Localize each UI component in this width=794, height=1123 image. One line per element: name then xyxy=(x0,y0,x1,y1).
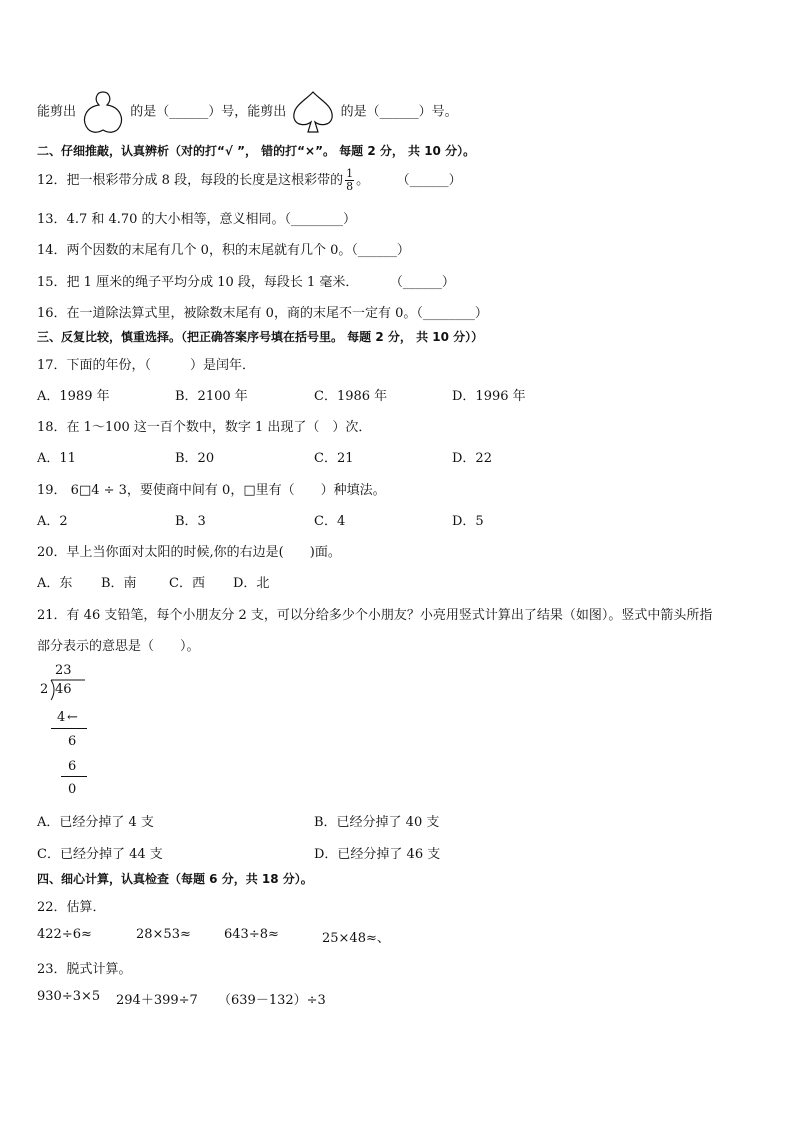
q12-text: 12．把一根彩带分成 8 段，每段的长度是这根彩带的 xyxy=(37,173,344,188)
q20-option-d[interactable]: D．北 xyxy=(233,576,270,591)
question-16: 16．在一道除法算式里，被除数末尾有 0，商的末尾不一定有 0。（________） xyxy=(37,306,488,321)
q21-option-b[interactable]: B．已经分掉了 40 支 xyxy=(314,815,440,830)
division-step-2: 6 xyxy=(68,734,77,749)
question-20: 20．早上当你面对太阳的时候,你的右边是( )面。 xyxy=(37,545,341,560)
q19-option-a[interactable]: A．2 xyxy=(37,514,68,529)
shape-question-text-3: 的是（______）号。 xyxy=(340,104,458,120)
q15-text: 15．把 1 厘米的绳子平均分成 10 段，每段长 1 毫米． xyxy=(37,275,359,290)
shape-question-text-2: 的是（______）号，能剪出 xyxy=(130,104,287,120)
q21-option-c[interactable]: C．已经分掉了 44 支 xyxy=(37,847,163,862)
q17-option-a[interactable]: A．1989 年 xyxy=(37,389,110,404)
question-15 xyxy=(37,271,455,290)
question-22: 22．估算． xyxy=(37,900,106,915)
question-21-line-2: 部分表示的意思是（ ）。 xyxy=(37,639,200,654)
question-14: 14．两个因数的末尾有几个 0，积的末尾就有几个 0。（______） xyxy=(37,243,410,258)
question-shape-cutting xyxy=(37,90,458,134)
q19-option-b[interactable]: B．3 xyxy=(175,514,206,529)
shape-question-text-1: 能剪出 xyxy=(37,104,77,120)
question-18: 18．在 1～100 这一百个数中，数字 1 出现了（ ）次． xyxy=(37,420,372,435)
q21-option-a[interactable]: A．已经分掉了 4 支 xyxy=(37,815,154,830)
section-4-title: 四、细心计算，认真检查（每题 6 分，共 18 分）。 xyxy=(37,872,313,886)
spade-icon xyxy=(290,90,336,134)
division-step-3: 6 xyxy=(68,759,77,774)
division-divisor: 2 xyxy=(40,682,49,697)
q22-item-4: 25×48≈、 xyxy=(322,931,390,946)
q23-item-3: （639－132）÷3 xyxy=(218,993,326,1008)
q23-item-2: 294＋399÷7 xyxy=(116,993,198,1008)
q20-option-c[interactable]: C．西 xyxy=(169,576,205,591)
q22-item-2: 28×53≈ xyxy=(136,927,191,942)
division-dividend: 46 xyxy=(55,682,72,697)
fraction-one-eighth xyxy=(345,168,354,193)
gourd-icon xyxy=(80,90,126,134)
q17-option-d[interactable]: D．1996 年 xyxy=(452,389,526,404)
q21-option-d[interactable]: D．已经分掉了 46 支 xyxy=(314,847,441,862)
division-rule-1 xyxy=(51,728,87,729)
q18-option-c[interactable]: C．21 xyxy=(314,451,354,466)
division-remainder: 0 xyxy=(68,782,77,797)
question-13: 13．4.7 和 4.70 的大小相等，意义相同。（________） xyxy=(37,212,357,227)
question-12 xyxy=(37,168,462,193)
question-19: 19． 6□4 ÷ 3，要使商中间有 0，□里有（ ）种填法。 xyxy=(37,483,386,498)
question-17: 17．下面的年份，（ ）是闰年． xyxy=(37,358,256,373)
q17-option-b[interactable]: B．2100 年 xyxy=(175,389,248,404)
section-3-title: 三、反复比较，慎重选择。（把正确答案序号填在括号里。 每题 2 分， 共 10 分）） xyxy=(37,330,484,344)
q18-option-a[interactable]: A．11 xyxy=(37,451,76,466)
division-rule-2 xyxy=(61,776,87,777)
division-quotient: 23 xyxy=(55,663,72,678)
q12-text-after: 。 xyxy=(356,173,370,188)
q23-item-1: 930÷3×5 xyxy=(37,989,101,1004)
section-2-title: 二、仔细推敲，认真辨析（对的打“√ ”， 错的打“×”。 每题 2 分， 共 10 分）。 xyxy=(37,144,476,158)
question-23: 23．脱式计算。 xyxy=(37,962,132,977)
q18-option-d[interactable]: D．22 xyxy=(452,451,492,466)
q12-answer-blank[interactable]: （______） xyxy=(403,173,462,188)
q20-option-a[interactable]: A．东 xyxy=(37,576,73,591)
q19-option-c[interactable]: C．4 xyxy=(314,514,346,529)
question-21-line-1: 21．有 46 支铅笔，每个小朋友分 2 支，可以分给多少个小朋友？小亮用竖式计算出了结果（如图）。竖式中箭头所指 xyxy=(37,608,713,623)
q18-option-b[interactable]: B．20 xyxy=(175,451,215,466)
long-division-figure xyxy=(37,660,107,805)
q15-answer-blank[interactable]: （______） xyxy=(396,275,455,290)
fraction-numerator: 1 xyxy=(346,167,354,180)
q17-option-c[interactable]: C．1986 年 xyxy=(314,389,388,404)
division-step-1: 4 xyxy=(57,710,66,725)
q22-item-1: 422÷6≈ xyxy=(37,927,92,942)
arrow-left-icon: ← xyxy=(67,710,78,725)
q19-option-d[interactable]: D．5 xyxy=(452,514,484,529)
q22-item-3: 643÷8≈ xyxy=(224,927,279,942)
fraction-denominator: 8 xyxy=(346,180,354,193)
q20-option-b[interactable]: B．南 xyxy=(101,576,137,591)
